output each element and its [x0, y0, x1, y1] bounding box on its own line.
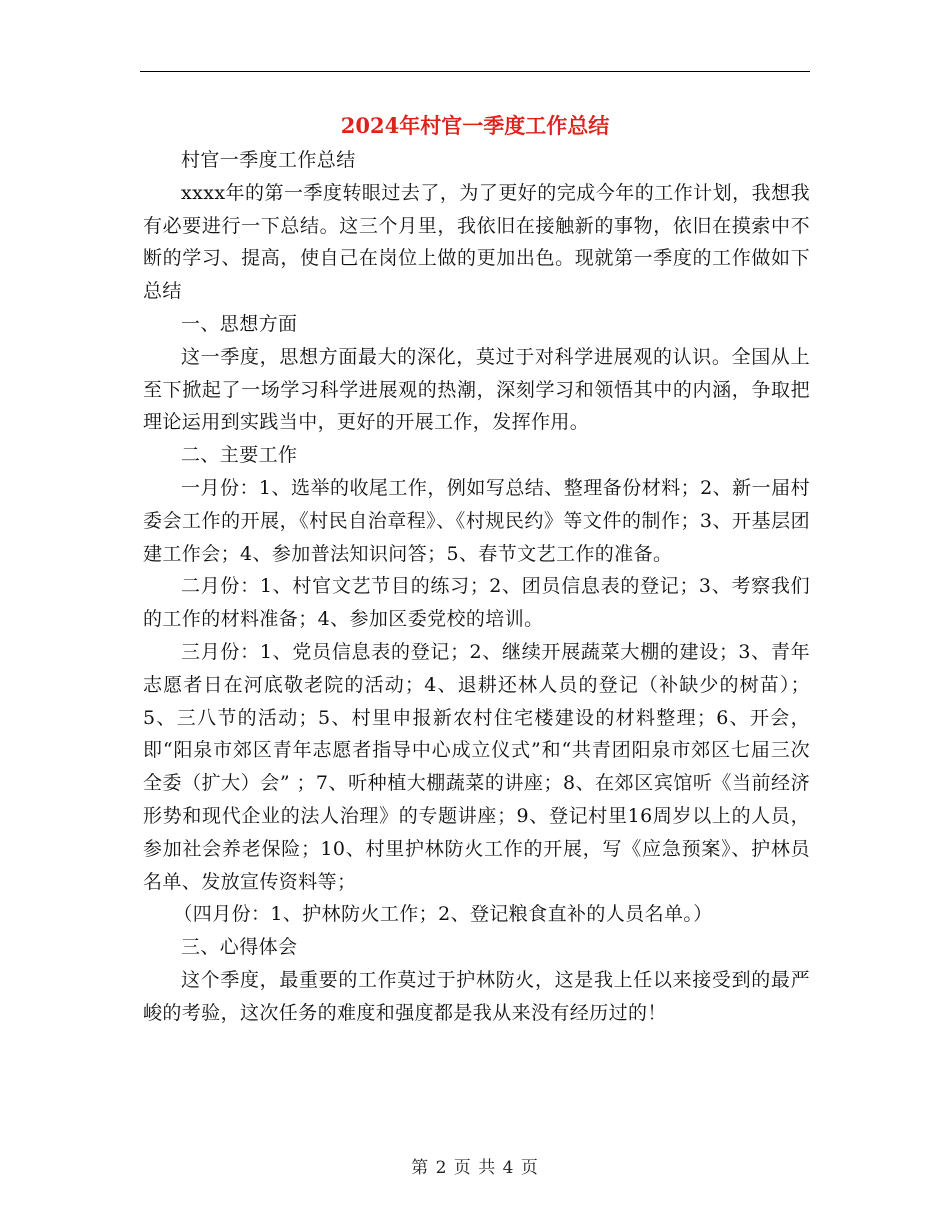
section-heading-experience: 三、心得体会 — [181, 936, 298, 959]
document-body — [143, 144, 810, 1030]
document-title: 2024年村官一季度工作总结 — [340, 113, 610, 138]
section-heading-main-work: 二、主要工作 — [181, 444, 298, 467]
header-rule — [140, 71, 810, 72]
paragraph-april: （四月份：1、护林防火工作；2、登记粮食直补的人员名单。） — [173, 903, 713, 926]
paragraph-thought: 这一季度，思想方面最大的深化，莫过于对科学进展观的认识。全国从上至下掀起了一场学习科学进展观的热潮，深刻学习和领悟其中的内涵，争取把理论运用到实践当中，更好的开展工作，发挥作用。 — [143, 345, 810, 434]
paragraph-intro: xxxx年的第一季度转眼过去了，为了更好的完成今年的工作计划，我想我有必要进行一下总结。这三个月里，我依旧在接触新的事物，依旧在摸索中不断的学习、提高，使自己在岗位上做的更加出色。现就第一季度的工作做如下总结 — [143, 181, 810, 303]
paragraph-subtitle: 村官一季度工作总结 — [181, 149, 356, 171]
paragraph-march: 三月份：1、党员信息表的登记；2、继续开展蔬菜大棚的建设；3、青年志愿者日在河底敬老院的活动；4、退耕还林人员的登记（补缺少的树苗）；5、三八节的活动；5、村里申报新农村住宅楼建设的材料整理；6、开会，即“阳泉市郊区青年志愿者指导中心成立仪式”和“共青团阳泉市郊区七届三次全委（扩大）会” ；7、听种植大棚蔬菜的讲座；8、在郊区宾馆听《当前经济形势和现代企业的法人治理》的专题讲座；9、登记村里16周岁以上的人员，参加社会养老保险；10、村里护林防火工作的开展，写《应急预案》、护林员名单、发放宣传资料等； — [143, 640, 810, 893]
paragraph-january: 一月份：1、选举的收尾工作，例如写总结、整理备份材料；2、新一届村委会工作的开展，《村民自治章程》、《村规民约》等文件的制作；3、开基层团建工作会；4、参加普法知识问答；5、春节文艺工作的准备。 — [143, 476, 810, 565]
section-heading-thought: 一、思想方面 — [181, 312, 298, 335]
paragraph-february: 二月份：1、村官文艺节目的练习；2、团员信息表的登记；3、考察我们的工作的材料准备；4、参加区委党校的培训。 — [143, 575, 810, 631]
paragraph-experience: 这个季度，最重要的工作莫过于护林防火，这是我上任以来接受到的最严峻的考验，这次任务的难度和强度都是我从来没有经历过的！ — [143, 968, 810, 1024]
page-number-footer: 第 2 页 共 4 页 — [411, 1158, 539, 1178]
